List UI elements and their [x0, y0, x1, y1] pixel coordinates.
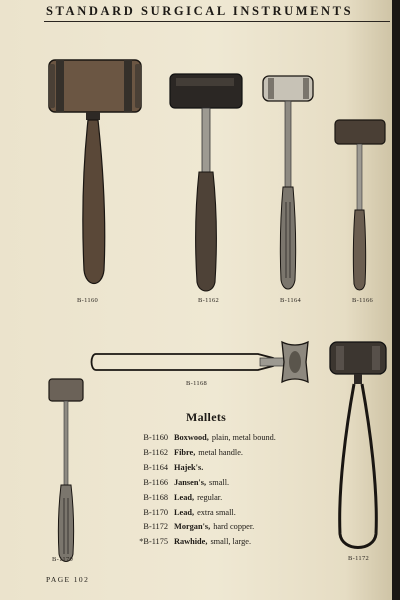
item-code: B-1162	[143, 447, 168, 457]
section-title: Mallets	[186, 410, 227, 424]
header-rule	[44, 21, 390, 22]
item-code: B-1160	[143, 433, 168, 442]
mallet-b1164-illustration	[260, 72, 316, 296]
item-description: regular.	[197, 492, 223, 502]
list-item	[126, 476, 326, 491]
item-code: B-1168	[143, 492, 168, 502]
list-item	[126, 535, 326, 550]
item-name: Fibre,	[174, 447, 196, 457]
caption-b1172: B-1172	[348, 555, 370, 562]
page-header: STANDARD SURGICAL INSTRUMENTS	[46, 4, 354, 18]
caption-b1160: B-1160	[77, 297, 99, 304]
item-code: B-1170	[143, 507, 168, 517]
item-description: extra small.	[197, 507, 236, 517]
list-item	[126, 446, 326, 461]
item-name: Hajek's.	[174, 462, 204, 472]
item-description: plain, metal bound.	[211, 433, 276, 442]
list-item	[126, 491, 326, 506]
caption-b1162: B-1162	[198, 297, 220, 304]
item-code: B-1172	[143, 522, 168, 532]
item-name: Morgan's,	[174, 522, 211, 532]
mallet-b1160-illustration	[44, 56, 144, 296]
mallet-b1170-illustration	[46, 376, 86, 566]
caption-b1168: B-1168	[186, 380, 208, 387]
item-name: Jansen's,	[174, 477, 207, 487]
item-description: small.	[209, 477, 230, 487]
list-item	[126, 461, 326, 476]
mallet-b1172-illustration	[326, 338, 390, 556]
item-code: B-1164	[143, 462, 168, 472]
item-description: hard copper.	[213, 522, 255, 532]
catalog-list	[126, 431, 326, 550]
item-description: metal handle.	[198, 447, 243, 457]
item-code: *B-1175	[139, 537, 168, 547]
item-code: B-1166	[143, 477, 168, 487]
item-name: Boxwood,	[174, 433, 209, 442]
item-name: Rawhide,	[174, 537, 208, 547]
list-item	[126, 520, 326, 535]
mallet-b1166-illustration	[332, 116, 388, 296]
item-name: Lead,	[174, 492, 195, 502]
page-number: PAGE 102	[46, 575, 90, 584]
caption-b1166: B-1166	[352, 297, 374, 304]
list-item	[126, 431, 326, 446]
mallet-b1168-illustration	[88, 338, 312, 386]
caption-b1164: B-1164	[280, 297, 302, 304]
item-name: Lead,	[174, 507, 195, 517]
list-item	[126, 506, 326, 521]
item-description: small, large.	[210, 537, 252, 547]
caption-b1170: B-1170	[52, 556, 74, 563]
mallet-b1162-illustration	[166, 70, 246, 296]
